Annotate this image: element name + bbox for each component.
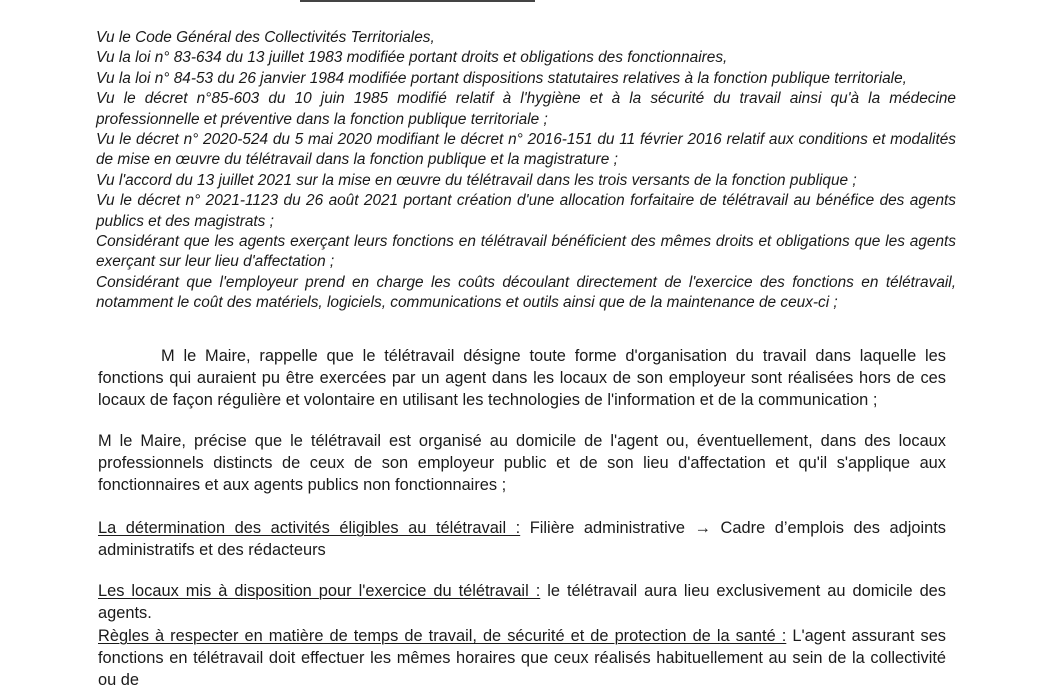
visas-list [96, 28, 956, 314]
visa-item: Considérant que l'employeur prend en charge les coûts découlant directement de l'exercice des fonctions en télétravail, notamment le coût des matériels, logiciels, communications et outils ainsi que de la maintenance de ceux-ci ; [96, 273, 956, 312]
section-heading: Les locaux mis à disposition pour l'exercice du télétravail : [98, 582, 541, 600]
section-heading: La détermination des activités éligibles au télétravail : [98, 519, 521, 537]
visa-item: Vu le décret n° 2020-524 du 5 mai 2020 modifiant le décret n° 2016-151 du 11 février 2016 relatif aux conditions et modalités de mise en œuvre du télétravail dans la fonction publique et la magistrature ; [96, 131, 956, 169]
cropped-header-line [300, 0, 535, 2]
section-heading: Règles à respecter en matière de temps de travail, de sécurité et de protection de la santé : [98, 627, 787, 645]
visa-item: Vu l'accord du 13 juillet 2021 sur la mise en œuvre du télétravail dans les trois versants de la fonction publique ; [96, 171, 857, 189]
visa-item: Vu la loi n° 83-634 du 13 juillet 1983 modifiée portant droits et obligations des fonctionnaires, [96, 49, 728, 67]
section-text: Filière administrative → Cadre d’emplois des adjoints administratifs et des rédacteurs [98, 519, 946, 559]
visa-item: Vu la loi n° 84-53 du 26 janvier 1984 modifiée portant dispositions statutaires relatives à la fonction publique territoriale, [96, 69, 907, 87]
section-locaux [98, 580, 946, 624]
paragraph-maire-rappelle: M le Maire, rappelle que le télétravail désigne toute forme d'organisation du travail dans laquelle les fonctions qui auraient pu être exercées par un agent dans les locaux de son employeur sont réalisées hors de ces locaux de façon régulière et volontaire en utilisant les technologies de l'information et de la communication ; [98, 347, 946, 409]
section-text: L'agent assurant ses fonctions en télétravail doit effectuer les mêmes horaires que ceux réalisés habituellement au sein de la collectivité ou de [98, 627, 947, 689]
section-regles [98, 625, 946, 691]
section-text: le télétravail aura lieu exclusivement au domicile des agents. [98, 582, 946, 622]
visa-item: Vu le décret n° 2021-1123 du 26 août 2021 portant création d'une allocation forfaitaire de télétravail au bénéfice des agents publics et des magistrats ; [96, 192, 956, 230]
section-activites-eligibles [98, 517, 946, 561]
visa-item: Vu le Code Général des Collectivités Territoriales, [96, 29, 435, 46]
visa-item: Considérant que les agents exerçant leurs fonctions en télétravail bénéficient des mêmes droits et obligations que les agents exerçant sur leur lieu d'affectation ; [96, 233, 956, 271]
visa-item: Vu le décret n°85-603 du 10 juin 1985 modifié relatif à l'hygiène et à la sécurité du travail ainsi qu'à la médecine professionnelle et préventive dans la fonction publique territoriale ; [96, 90, 956, 128]
paragraph-maire-precise: M le Maire, précise que le télétravail est organisé au domicile de l'agent ou, éventuellement, dans des locaux professionnels distincts de ceux de son employeur public et de son lieu d'affectation et qu'il s'applique aux fonctionnaires et aux agents publics non fonctionnaires ; [98, 432, 946, 494]
